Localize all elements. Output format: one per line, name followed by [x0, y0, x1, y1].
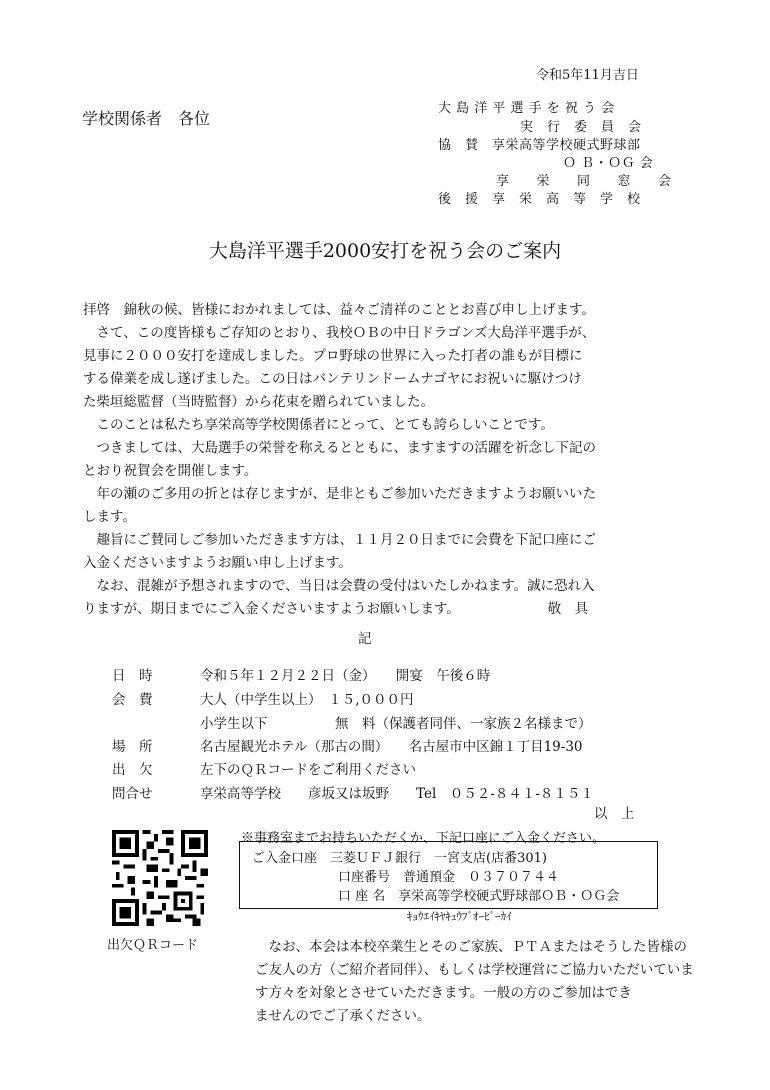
document-title: 大島洋平選手2000安打を祝う会のご案内 — [208, 240, 562, 262]
body-line: なお、混雑が予想されますので、当日は会費の受付はいたしかねます。誠に恐れ入 — [83, 578, 595, 594]
fee-adult: 大人（中学生以上） １５,０００円 — [200, 692, 414, 708]
body-line: つきましては、大島選手の栄誉を称えるとともに、ますますの活躍を祈念し下記の — [83, 440, 596, 456]
contact-label: 問合せ — [112, 786, 153, 802]
body-line: このことは私たち享栄高等学校関係者にとって、とても誇らしいことです。 — [83, 417, 554, 433]
fee-label: 会 費 — [112, 692, 153, 708]
closing-line: なお、本会は本校卒業生とそのご家族、ＰＴＡまたはそうした皆様の — [255, 939, 687, 955]
body-line: とおり祝賀会を開催します。 — [83, 463, 258, 479]
place-value: 名古屋観光ホテル（那古の間） 名古屋市中区錦１丁目19-30 — [200, 739, 583, 755]
organizer-line: 後 援 享 栄 高 等 学 校 — [438, 192, 641, 207]
body-line: りますが、期日までにご入金くださいますようお願いします。 敬 具 — [83, 601, 589, 617]
body-line: します。 — [83, 509, 136, 525]
closing-line: ご友人の方（ご紹介者同伴）、もしくは学校運営にご協力いただいていま — [255, 962, 694, 978]
organizer-line: Ｏ Ｂ・ＯＧ 会 — [563, 156, 654, 171]
body-line: 拝啓 錦秋の候、皆様におかれましては、益々ご清祥のこととお喜び申し上げます。 — [83, 302, 595, 318]
date-label: 日 時 — [112, 668, 153, 684]
organizer-line: 享 栄 同 窓 会 — [496, 174, 672, 189]
place-label: 場 所 — [112, 739, 153, 755]
ki-heading: 記 — [358, 631, 372, 647]
body-line: 見事に２０００安打を達成しました。プロ野球の世界に入った打者の誰もが目標に — [83, 348, 583, 364]
ijou: 以 上 — [594, 806, 635, 822]
document-date: 令和5年11月吉日 — [536, 68, 639, 83]
account-number: 口座番号 普通預金 ０３７０７４４ — [338, 870, 560, 885]
account-name-kana: ｷｮｳｴｲｷﾔｷｭｳﾌﾞｵｰﾋﾞｰｶｲ — [407, 910, 512, 923]
organizer-line: 実 行 委 員 会 — [520, 120, 642, 135]
body-line: た柴垣総監督（当時監督）から花束を贈られていました。 — [83, 394, 434, 410]
account-bank: ご入金口座 三菱ＵＦＪ銀行 一宮支店(店番301) — [252, 851, 547, 866]
date-value: 令和５年１２月２２日（金） 開宴 午後６時 — [200, 668, 491, 684]
organizer-line: 大 島 洋 平 選 手 を 祝 う 会 — [438, 101, 615, 116]
body-line: 趣旨にご賛同しご参加いただきます方は、１１月２０日までに会費を下記口座にご — [83, 532, 596, 548]
attendance-qr-code[interactable] — [112, 830, 208, 926]
account-name: 口 座 名 享栄高等学校硬式野球部ＯＢ・ＯＧ会 — [338, 889, 620, 904]
body-line: する偉業を成し遂げました。この日はバンテリンドームナゴヤにお祝いに駆けつけ — [83, 371, 582, 387]
closing-line: す方々を対象とさせていただきます。一般の方のご参加はでき — [255, 985, 632, 1001]
fee-child: 小学生以下 無 料（保護者同伴、一家族２名様まで） — [200, 716, 592, 732]
closing-line: ませんのでご了承ください。 — [255, 1008, 431, 1024]
body-line: 年の瀬のご多用の折とは存じますが、是非ともご参加いただきますようお願いいた — [83, 486, 596, 502]
body-line: さて、この度皆様もご存知のとおり、我校ＯＢの中日ドラゴンズ大島洋平選手が、 — [83, 325, 596, 341]
attend-value: 左下のＱＲコードをご利用ください — [200, 762, 416, 778]
body-line: 入金くださいますようお願い申し上げます。 — [83, 555, 352, 571]
bank-account-box — [239, 841, 658, 909]
contact-value: 享栄高等学校 彦坂又は坂野 Tel ０５２-８４１-８１５１ — [200, 786, 594, 802]
qr-caption: 出欠ＱＲコード — [107, 938, 199, 953]
organizer-line: 協 賛 享栄高等学校硬式野球部 — [438, 138, 641, 153]
payment-notice: ※事務室までお持ちいただくか、下記口座にご入金ください。 — [241, 831, 606, 846]
attend-label: 出 欠 — [112, 762, 153, 778]
addressee: 学校関係者 各位 — [82, 109, 211, 128]
